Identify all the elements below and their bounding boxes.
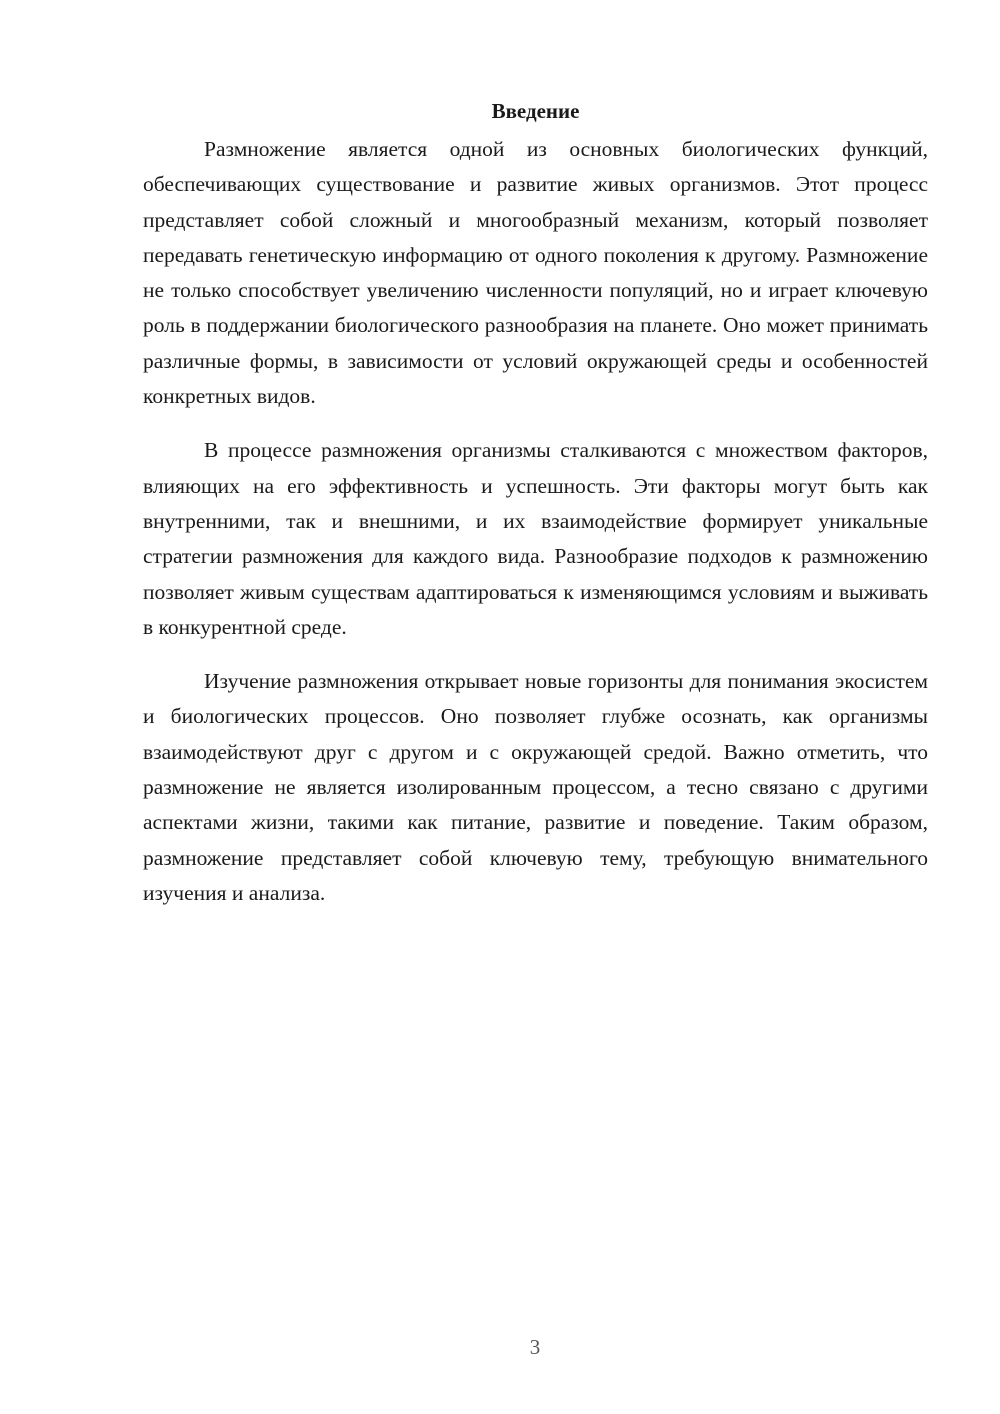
- section-title: Введение: [491, 99, 580, 123]
- page-content: [143, 96, 928, 930]
- paragraph-1: Размножение является одной из основных биологических функций, обеспечивающих существование и развитие живых организмов. Этот процесс представляет собой сложный и многообразный механизм, который позволяет передавать генетическую информацию от одного поколения к другому. Размножение не только способствует увеличению численности популяций, но и играет ключевую роль в поддержании биологического разнообразия на планете. Оно может принимать различные формы, в зависимости от условий окружающей среды и особенностей конкретных видов.: [143, 137, 928, 409]
- page-number: 3: [529, 1335, 541, 1359]
- paragraph-2: В процессе размножения организмы сталкиваются с множеством факторов, влияющих на его эффективность и успешность. Эти факторы могут быть как внутренними, так и внешними, и их взаимодействие формирует уникальные стратегии размножения для каждого вида. Разнообразие подходов к размножению позволяет живым существам адаптироваться к изменяющимся условиям и выживать в конкурентной среде.: [143, 438, 928, 639]
- paragraph-3: Изучение размножения открывает новые горизонты для понимания экосистем и биологических процессов. Оно позволяет глубже осознать, как организмы взаимодействуют друг с другом и с окружающей средой. Важно отметить, что размножение не является изолированным процессом, а тесно связано с другими аспектами жизни, такими как питание, развитие и поведение. Таким образом, размножение представляет собой ключевую тему, требующую внимательного изучения и анализа.: [143, 669, 928, 905]
